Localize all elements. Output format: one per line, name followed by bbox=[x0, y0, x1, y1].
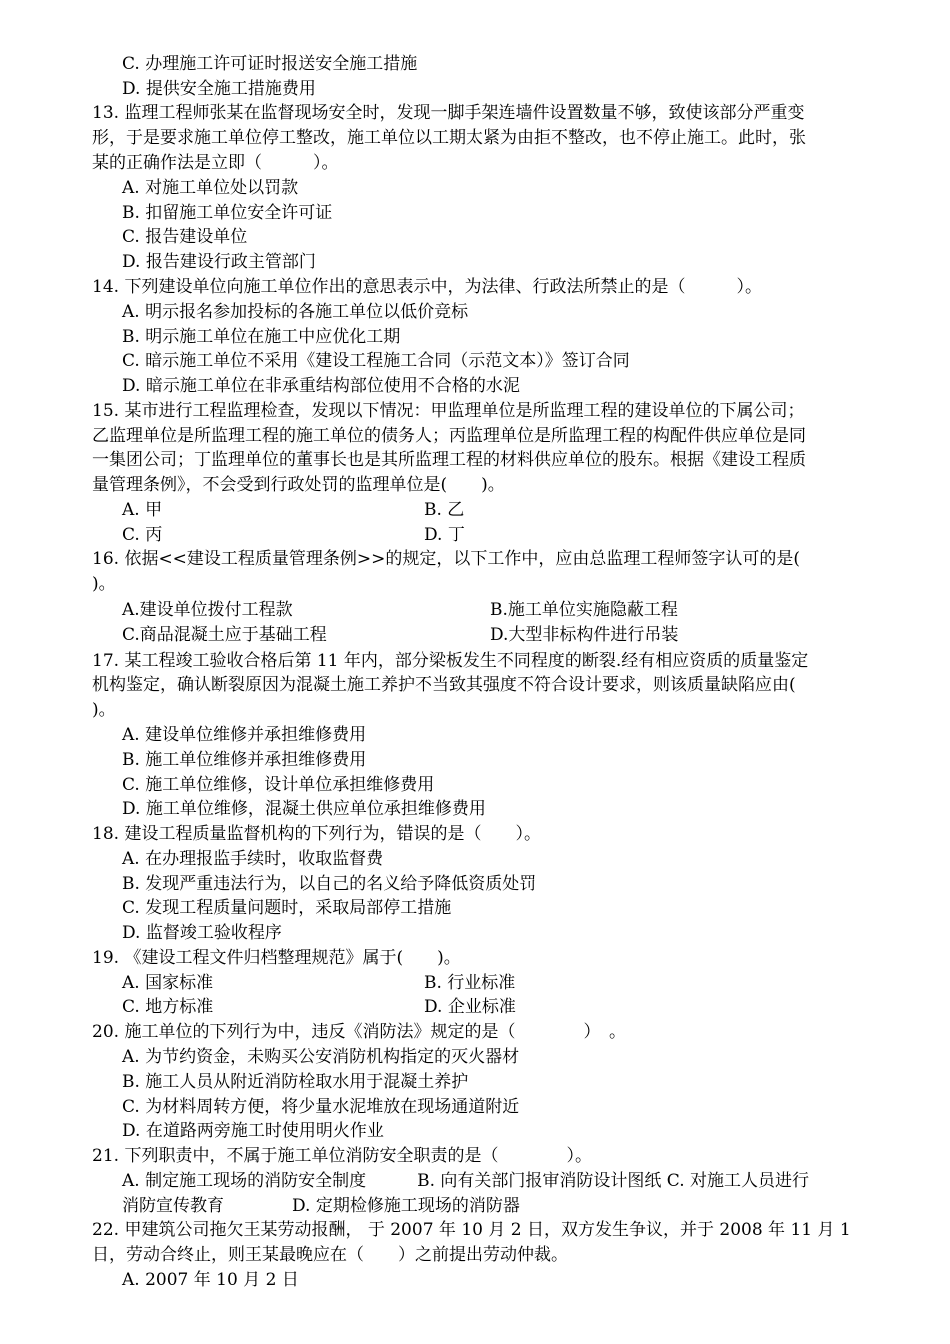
line-q14-b: B. 明示施工单位在施工中应优化工期 bbox=[122, 327, 401, 347]
line-q18-d: D. 监督竣工验收程序 bbox=[122, 923, 282, 943]
line-q20-d: D. 在道路两旁施工时使用明火作业 bbox=[122, 1121, 384, 1141]
line-q16-b: B.施工单位实施隐蔽工程 bbox=[490, 600, 678, 620]
line-q18-a: A. 在办理报监手续时，收取监督费 bbox=[122, 849, 384, 869]
line-q15-d: D. 丁 bbox=[424, 525, 465, 545]
line-q19-b: B. 行业标准 bbox=[424, 973, 516, 993]
line-q19-1: 19. 《建设工程文件归档整理规范》属于( )。 bbox=[92, 948, 461, 968]
line-q13-b: B. 扣留施工单位安全许可证 bbox=[122, 203, 333, 223]
line-q20-b: B. 施工人员从附近消防栓取水用于混凝土养护 bbox=[122, 1072, 469, 1092]
line-q22-1: 22. 甲建筑公司拖欠王某劳动报酬， 于 2007 年 10 月 2 日，双方发生争议，并于 2008 年 11 月 1 bbox=[92, 1220, 851, 1240]
line-q17-b: B. 施工单位维修并承担维修费用 bbox=[122, 750, 367, 770]
line-q13-c: C. 报告建设单位 bbox=[122, 227, 248, 247]
line-option-12c: C. 办理施工许可证时报送安全施工措施 bbox=[122, 54, 418, 74]
line-q18-1: 18. 建设工程质量监督机构的下列行为，错误的是（ ）。 bbox=[92, 824, 541, 844]
line-q15-4: 量管理条例》，不会受到行政处罚的监理单位是( )。 bbox=[92, 475, 505, 495]
line-q13-1: 13. 监理工程师张某在监督现场安全时，发现一脚手架连墙件设置数量不够，致使该部分严重变 bbox=[92, 103, 805, 123]
line-q21-3: 消防宣传教育 D. 定期检修施工现场的消防器 bbox=[122, 1196, 520, 1216]
line-q15-b: B. 乙 bbox=[424, 500, 465, 520]
line-q17-a: A. 建设单位维修并承担维修费用 bbox=[122, 725, 367, 745]
line-q16-a: A.建设单位拨付工程款 bbox=[122, 600, 293, 620]
line-q14-a: A. 明示报名参加投标的各施工单位以低价竞标 bbox=[122, 302, 469, 322]
line-q16-2: )。 bbox=[92, 574, 116, 594]
line-q15-a: A. 甲 bbox=[122, 500, 163, 520]
line-q13-d: D. 报告建设行政主管部门 bbox=[122, 252, 316, 272]
line-q21-2: A. 制定施工现场的消防安全制度 B. 向有关部门报审消防设计图纸 C. 对施工人员进行 bbox=[122, 1171, 809, 1191]
line-option-12d: D. 提供安全施工措施费用 bbox=[122, 79, 316, 99]
line-q13-3: 某的正确作法是立即（ ）。 bbox=[92, 153, 339, 173]
line-q17-c: C. 施工单位维修，设计单位承担维修费用 bbox=[122, 775, 435, 795]
line-q15-2: 乙监理单位是所监理工程的施工单位的债务人；丙监理单位是所监理工程的构配件供应单位是同 bbox=[92, 426, 806, 446]
line-q20-a: A. 为节约资金，未购买公安消防机构指定的灭火器材 bbox=[122, 1047, 520, 1067]
line-q17-1: 17. 某工程竣工验收合格后第 11 年内，部分梁板发生不同程度的断裂.经有相应资质的质量鉴定 bbox=[92, 651, 809, 671]
line-q17-3: )。 bbox=[92, 700, 116, 720]
line-q14-1: 14. 下列建设单位向施工单位作出的意思表示中，为法律、行政法所禁止的是（ ）。 bbox=[92, 277, 762, 297]
line-q17-d: D. 施工单位维修，混凝土供应单位承担维修费用 bbox=[122, 799, 486, 819]
line-q19-a: A. 国家标准 bbox=[122, 973, 214, 993]
line-q21-1: 21. 下列职责中，不属于施工单位消防安全职责的是（ ）。 bbox=[92, 1146, 592, 1166]
line-q16-c: C.商品混凝土应于基础工程 bbox=[122, 625, 327, 645]
line-q16-d: D.大型非标构件进行吊装 bbox=[490, 625, 679, 645]
line-q19-d: D. 企业标准 bbox=[424, 997, 516, 1017]
line-q22-a: A. 2007 年 10 月 2 日 bbox=[122, 1270, 299, 1290]
line-q15-3: 一集团公司；丁监理单位的董事长也是其所监理工程的材料供应单位的股东。根据《建设工程质 bbox=[92, 450, 806, 470]
line-q15-c: C. 丙 bbox=[122, 525, 163, 545]
line-q14-d: D. 暗示施工单位在非承重结构部位使用不合格的水泥 bbox=[122, 376, 520, 396]
line-q13-a: A. 对施工单位处以罚款 bbox=[122, 178, 299, 198]
line-q16-1: 16. 依据<<建设工程质量管理条例>>的规定，以下工作中，应由总监理工程师签字认可的是( bbox=[92, 549, 801, 569]
line-q22-2: 日，劳动合终止，则王某最晚应在（ ）之前提出劳动仲裁。 bbox=[92, 1245, 568, 1265]
line-q13-2: 形，于是要求施工单位停工整改，施工单位以工期太紧为由拒不整改，也不停止施工。此时，张 bbox=[92, 128, 806, 148]
line-q17-2: 机构鉴定，确认断裂原因为混凝土施工养护不当致其强度不符合设计要求，则该质量缺陷应由( bbox=[92, 675, 796, 695]
line-q20-c: C. 为材料周转方便，将少量水泥堆放在现场通道附近 bbox=[122, 1097, 520, 1117]
line-q20-1: 20. 施工单位的下列行为中，违反《消防法》规定的是（ ） 。 bbox=[92, 1022, 626, 1042]
line-q19-c: C. 地方标准 bbox=[122, 997, 214, 1017]
line-q18-b: B. 发现严重违法行为，以自己的名义给予降低资质处罚 bbox=[122, 874, 537, 894]
line-q18-c: C. 发现工程质量问题时，采取局部停工措施 bbox=[122, 898, 452, 918]
line-q14-c: C. 暗示施工单位不采用《建设工程施工合同（示范文本）》签订合同 bbox=[122, 351, 630, 371]
line-q15-1: 15. 某市进行工程监理检查，发现以下情况：甲监理单位是所监理工程的建设单位的下属公司； bbox=[92, 401, 805, 421]
